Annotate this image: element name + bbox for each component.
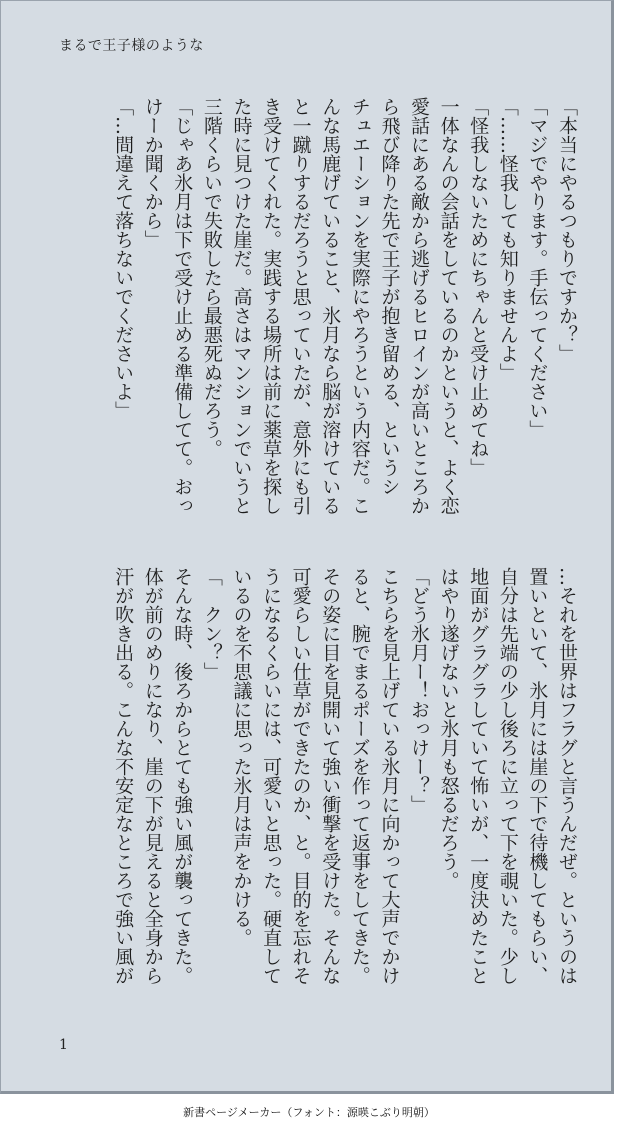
text-column: ら飛び降りた先で王子が抱き留める、というシ [378,97,401,496]
text-column: 「マジでやります。手伝ってください」 [526,97,549,439]
text-column: 可愛らしい仕草ができたのか、と。目的を忘れそ [289,567,312,985]
text-column: うになるくらいには、可愛いと思った。硬直して [260,567,283,985]
text-column: こちらを見上げている氷月に向かって大声でかけ [378,567,401,985]
page-number: 1 [59,1037,68,1053]
text-column: 三階くらいで失敗したら最悪死ぬだろう。 [200,97,223,458]
text-column: 地面がグラグラしていて怖いが、一度決めたこと [467,567,490,985]
text-column: チュエーションを実際にやろうという内容だ。こ [348,97,371,515]
text-column: と一蹴りするだろうと思っていたが、意外にも引 [289,97,312,515]
text-column: 愛話にある敵から逃げるヒロインが高いところか [408,97,431,515]
text-column: 自分は先端の少し後ろに立って下を覗いた。少し [496,567,519,985]
text-column: た時に見つけた崖だ。高さはマンションでいうと [230,97,253,515]
text-column: き受けてくれた。実践する場所は前に薬草を探し [260,97,283,515]
text-column: 一体なんの会話をしているのかというと、よく恋 [437,97,460,515]
text-column: そんな時、後ろからとても強い風が襲ってきた。 [171,567,194,985]
text-column: んな馬鹿げていること、氷月なら脳が溶けている [319,97,342,515]
text-column: 「…間違えて落ちないでくださいよ」 [112,97,135,420]
text-column: 体が前のめりになり、崖の下が見えると全身から [141,567,164,985]
text-column: 「怪我しないためにちゃんと受け止めてね」 [467,97,490,477]
text-column: いるのを不思議に思った氷月は声をかける。 [230,567,253,947]
text-column: …それを世界はフラグと言うんだぜ。というのは [556,567,578,985]
text-column: 「じゃあ氷月は下で受け止める準備してて。おっ [171,97,194,515]
text-column: 「……怪我しても知りませんよ」 [496,97,519,382]
text-column: はやり遂げないと氷月も怒るだろう。 [437,567,460,890]
text-column: その姿に目を見開いて強い衝撃を受けた。そんな [319,567,342,985]
text-column: 「どう氷月ー！おっけー？」 [408,567,431,814]
footer-credit: 新書ページメーカー（フォント：源暎こぶり明朝） [183,1106,435,1119]
text-column: けーか聞くから」 [141,97,164,249]
text-block-top [112,97,581,537]
running-title: まるで王子様のような [59,38,204,54]
text-column: 置いといて、氷月には崖の下で待機してもらい、 [526,567,549,985]
text-block-bottom [112,567,581,1007]
text-column: 「本当にやるつもりですか？」 [556,97,578,363]
text-column: ると、腕でまるポーズを作って返事をしてきた。 [348,567,371,985]
text-column: 「 クン？」 [200,567,223,681]
text-column: 汗が吹き出る。こんな不安定なところで強い風が [112,567,135,985]
